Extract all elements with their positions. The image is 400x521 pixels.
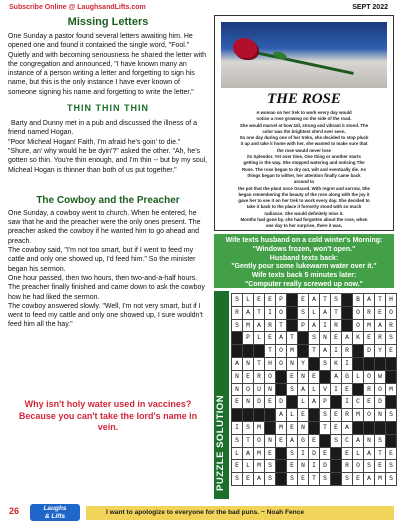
thin-paragraph-1: Barty and Dunny met in a pub and discussed the illness of a friend named Hogan.	[8, 120, 197, 137]
crossword-row	[232, 448, 397, 461]
crossword-row	[232, 307, 397, 320]
crossword-cell: I	[265, 307, 276, 320]
crossword-cell: L	[353, 371, 364, 384]
wife-text-line: "Windows frozen, won't open."	[252, 245, 356, 253]
crossword-cell: E	[265, 332, 276, 345]
cowboy-paragraph-3: One hour passed, then two hours, then two-and-a-half hours. The preacher finally finished and came down to ask the cowboy how he had liked the sermon.	[8, 274, 205, 301]
crossword-cell: E	[342, 448, 353, 461]
crossword-cell: N	[364, 435, 375, 448]
crossword-row	[232, 396, 397, 409]
crossword-cell: I	[342, 358, 353, 371]
crossword-black-cell	[254, 345, 265, 358]
crossword-cell: T	[309, 473, 320, 486]
crossword-cell: E	[287, 422, 298, 435]
crossword-black-cell	[386, 422, 397, 435]
rose-flower-icon	[233, 38, 257, 58]
crossword-row	[232, 422, 397, 435]
crossword-cell: L	[353, 448, 364, 461]
crossword-cell: E	[309, 371, 320, 384]
rose-line: getting in the way. She stopped watering and noticing The	[243, 160, 365, 166]
crossword-cell: R	[342, 460, 353, 473]
crossword-cell: I	[342, 396, 353, 409]
crossword-cell: T	[254, 307, 265, 320]
crossword-cell: N	[243, 358, 254, 371]
crossword-cell: E	[342, 384, 353, 397]
crossword-black-cell	[309, 422, 320, 435]
rose-line: the pot that the plant once Graced. With regret and sorrow, She	[237, 185, 371, 191]
crossword-cell: O	[353, 307, 364, 320]
cowboy-paragraph-1: One Sunday, a cowboy went to church. When he entered, he saw that he and the preacher were the only ones present. The preacher asked the cowboy if he wanted him to go ahead and preach.	[8, 209, 201, 245]
crossword-cell: S	[309, 332, 320, 345]
crossword-cell: T	[254, 358, 265, 371]
crossword-cell: S	[265, 460, 276, 473]
rose-image	[221, 22, 387, 88]
rose-title: THE ROSE	[267, 91, 341, 107]
crossword-black-cell	[331, 448, 342, 461]
crossword-cell: S	[232, 473, 243, 486]
crossword-cell: M	[276, 422, 287, 435]
missing-letters-paragraph-2: Quietly and with becoming seriousness he shared the letter with the congregation and announced, "I have known many an instance of a person writing a letter and forgetting to sign his name, but this is the only instance I have ever known of someone signing his name and forgetting to write the letter."	[8, 51, 207, 96]
crossword-cell: A	[243, 307, 254, 320]
crossword-cell: A	[287, 435, 298, 448]
crossword-cell: R	[342, 409, 353, 422]
wife-texts-box	[214, 234, 394, 288]
crossword-row	[232, 435, 397, 448]
crossword-cell: S	[232, 320, 243, 333]
rose-line: around to	[293, 179, 315, 185]
crossword-black-cell	[254, 409, 265, 422]
crossword-cell: D	[309, 448, 320, 461]
crossword-cell: E	[232, 396, 243, 409]
holy-water-joke: Why isn't holy water used in vaccines? Because you can't take the lord's name in vein.	[18, 399, 198, 432]
crossword-cell: E	[232, 460, 243, 473]
crossword-black-cell	[342, 294, 353, 307]
rose-line: things began to wither, her attention finally came back	[247, 172, 361, 178]
crossword-cell: E	[364, 332, 375, 345]
crossword-black-cell	[364, 422, 375, 435]
crossword-cell: T	[375, 448, 386, 461]
crossword-black-cell	[265, 409, 276, 422]
crossword-row	[232, 320, 397, 333]
rose-line: take it back to the place it formerly stood with so much	[246, 204, 362, 210]
crossword-cell: R	[232, 307, 243, 320]
crossword-cell: E	[386, 448, 397, 461]
crossword-cell: A	[309, 320, 320, 333]
crossword-cell: E	[243, 473, 254, 486]
crossword-cell: L	[232, 448, 243, 461]
crossword-cell: E	[331, 332, 342, 345]
crossword-black-cell	[276, 473, 287, 486]
crossword-cell: N	[298, 371, 309, 384]
puzzle-label-bar	[214, 291, 229, 499]
crossword-cell: G	[298, 435, 309, 448]
crossword-cell: S	[287, 384, 298, 397]
crossword-cell: C	[342, 435, 353, 448]
rose-line: Rose. The rose began to dry out, wilt and eventually die. As	[241, 166, 367, 172]
crossword-cell: S	[298, 307, 309, 320]
crossword-cell: P	[276, 294, 287, 307]
crossword-cell: A	[254, 473, 265, 486]
crossword-cell: R	[254, 371, 265, 384]
crossword-black-cell	[276, 371, 287, 384]
logo-text	[30, 505, 80, 520]
wife-text-line: Wife texts back 5 minutes later:	[251, 272, 357, 280]
crossword-black-cell	[364, 358, 375, 371]
crossword-cell: N	[232, 384, 243, 397]
puzzle-solution	[214, 291, 394, 499]
crossword-cell: S	[287, 473, 298, 486]
crossword-cell: S	[364, 460, 375, 473]
crossword-black-cell	[375, 358, 386, 371]
crossword-cell: O	[375, 384, 386, 397]
crossword-black-cell	[353, 345, 364, 358]
crossword-cell: E	[298, 409, 309, 422]
crossword-cell: N	[375, 409, 386, 422]
crossword-cell: E	[298, 473, 309, 486]
crossword-black-cell	[276, 448, 287, 461]
left-column	[8, 14, 208, 330]
crossword-cell: A	[364, 473, 375, 486]
rose-line: A woman on her trek to work every day would	[256, 110, 352, 115]
crossword-cell: A	[309, 396, 320, 409]
crossword-black-cell	[276, 460, 287, 473]
crossword-cell: S	[375, 435, 386, 448]
crossword-cell: I	[232, 422, 243, 435]
crossword-black-cell	[243, 345, 254, 358]
crossword-cell: E	[287, 460, 298, 473]
missing-letters-paragraph-1: One Sunday a pastor found several letters awaiting him. He opened one and found it contained the single word, "Fool."	[8, 33, 193, 50]
crossword-black-cell	[375, 422, 386, 435]
thin-paragraph-2: "Poor Micheal Hogan! Faith, I'm afraid he's goin' to die."	[8, 138, 181, 146]
crossword-row	[232, 371, 397, 384]
footer	[0, 504, 400, 521]
crossword-cell: E	[276, 435, 287, 448]
crossword-cell: A	[276, 332, 287, 345]
crossword-cell: E	[331, 409, 342, 422]
crossword-black-cell	[287, 320, 298, 333]
rose-line: its Splendor. Yet over time, One thing or another starts	[247, 154, 361, 160]
rose-stem-shape	[241, 48, 354, 75]
crossword-cell: A	[331, 371, 342, 384]
crossword-black-cell	[320, 435, 331, 448]
crossword-cell: L	[243, 294, 254, 307]
crossword-row	[232, 332, 397, 345]
crossword-black-cell	[309, 358, 320, 371]
crossword-cell: E	[287, 371, 298, 384]
crossword-black-cell	[320, 371, 331, 384]
crossword-cell: E	[298, 294, 309, 307]
crossword-cell: R	[364, 307, 375, 320]
crossword-row	[232, 294, 397, 307]
crossword-cell: I	[320, 320, 331, 333]
crossword-cell: N	[243, 396, 254, 409]
crossword-cell: M	[353, 409, 364, 422]
crossword-black-cell	[386, 435, 397, 448]
wife-text-line: "Gently pour some lukewarm water over it."	[231, 263, 377, 271]
crossword-cell: R	[342, 345, 353, 358]
crossword-row	[232, 345, 397, 358]
crossword-cell: L	[243, 460, 254, 473]
crossword-cell: M	[243, 320, 254, 333]
crossword-cell: S	[320, 358, 331, 371]
crossword-row	[232, 358, 397, 371]
crossword-cell: M	[254, 460, 265, 473]
crossword-black-cell	[298, 332, 309, 345]
crossword-cell: L	[309, 384, 320, 397]
crossword-cell: T	[265, 345, 276, 358]
crossword-black-cell	[353, 384, 364, 397]
rose-poem	[221, 110, 387, 231]
crossword-cell: O	[353, 460, 364, 473]
crossword-cell: A	[320, 345, 331, 358]
crossword-cell: S	[331, 294, 342, 307]
crossword-cell: N	[287, 358, 298, 371]
rose-line: gave her to see it on her trek to work every day. She decided to	[238, 198, 370, 204]
crossword-cell: D	[375, 396, 386, 409]
crossword-cell: O	[364, 409, 375, 422]
crossword-cell: E	[265, 396, 276, 409]
crossword-cell: S	[320, 409, 331, 422]
crossword-cell: O	[364, 371, 375, 384]
crossword-cell: T	[331, 307, 342, 320]
rose-line: it up and take it home with her, she wanted to make sure that	[240, 141, 368, 147]
rose-line: Months had gone by. she had forgotten about the rose, when	[240, 217, 368, 223]
crossword-grid	[231, 293, 397, 486]
crossword-cell: L	[298, 396, 309, 409]
crossword-cell: E	[375, 307, 386, 320]
crossword-cell: I	[331, 384, 342, 397]
crossword-black-cell	[309, 409, 320, 422]
crossword-cell: S	[232, 294, 243, 307]
crossword-cell: G	[342, 371, 353, 384]
crossword-cell: A	[298, 384, 309, 397]
cowboy-paragraph-4: The cowboy answered slowly. "Well, I'm not very smart, but if I went to feed my cattle and only one showed up, I sure wouldn't feed him all the hay."	[8, 302, 203, 329]
crossword-cell: I	[298, 448, 309, 461]
crossword-cell: A	[353, 435, 364, 448]
crossword-cell: A	[232, 358, 243, 371]
crossword-cell: A	[276, 409, 287, 422]
crossword-black-cell	[287, 294, 298, 307]
crossword-black-cell	[342, 320, 353, 333]
crossword-cell: R	[331, 320, 342, 333]
crossword-cell: S	[243, 422, 254, 435]
crossword-cell: A	[375, 320, 386, 333]
crossword-cell: T	[320, 422, 331, 435]
crossword-cell: S	[232, 435, 243, 448]
crossword-cell: S	[265, 473, 276, 486]
crossword-cell: T	[320, 294, 331, 307]
crossword-cell: A	[320, 307, 331, 320]
crossword-cell: N	[320, 332, 331, 345]
crossword-cell: L	[309, 307, 320, 320]
crossword-cell: I	[309, 460, 320, 473]
crossword-cell: W	[375, 371, 386, 384]
crossword-cell: O	[276, 307, 287, 320]
rose-line: began remembering the beauty of the rose along with the joy it	[238, 191, 370, 197]
crossword-cell: S	[386, 460, 397, 473]
crossword-cell: M	[254, 422, 265, 435]
crossword-cell: M	[375, 473, 386, 486]
rose-line: notice a rose growing on the side of the road.	[256, 116, 352, 122]
crossword-cell: E	[364, 396, 375, 409]
crossword-cell: D	[254, 396, 265, 409]
crossword-row	[232, 473, 397, 486]
crossword-cell: L	[254, 332, 265, 345]
page-number: 26	[9, 506, 20, 516]
crossword-cell: L	[287, 409, 298, 422]
crossword-black-cell	[353, 422, 364, 435]
crossword-cell: E	[265, 294, 276, 307]
crossword-row	[232, 460, 397, 473]
crossword-black-cell	[331, 460, 342, 473]
crossword-cell: O	[254, 435, 265, 448]
crossword-cell: S	[320, 473, 331, 486]
crossword-cell: O	[276, 345, 287, 358]
crossword-cell: N	[298, 460, 309, 473]
crossword-cell: U	[254, 384, 265, 397]
crossword-cell: H	[386, 294, 397, 307]
crossword-black-cell	[232, 345, 243, 358]
crossword-cell: Y	[298, 358, 309, 371]
thin-title: THIN THIN THIN	[67, 103, 149, 114]
crossword-cell: A	[364, 448, 375, 461]
crossword-cell: E	[353, 473, 364, 486]
crossword-cell: A	[243, 448, 254, 461]
crossword-cell: E	[320, 448, 331, 461]
crossword-cell: D	[364, 345, 375, 358]
crossword-cell: O	[243, 384, 254, 397]
crossword-cell: A	[342, 422, 353, 435]
crossword-cell: V	[320, 384, 331, 397]
crossword-cell: E	[375, 460, 386, 473]
crossword-black-cell	[331, 473, 342, 486]
crossword-cell: O	[265, 371, 276, 384]
crossword-cell: P	[243, 332, 254, 345]
crossword-cell: Y	[375, 345, 386, 358]
wife-text-line: "Computer really screwed up now."	[244, 280, 363, 288]
crossword-cell: C	[353, 396, 364, 409]
crossword-black-cell	[287, 396, 298, 409]
crossword-cell: R	[265, 320, 276, 333]
crossword-cell: P	[320, 396, 331, 409]
crossword-cell: M	[254, 448, 265, 461]
crossword-cell: T	[375, 294, 386, 307]
crossword-cell: K	[353, 332, 364, 345]
crossword-cell: M	[386, 384, 397, 397]
crossword-black-cell	[232, 409, 243, 422]
crossword-black-cell	[276, 384, 287, 397]
crossword-cell: E	[309, 435, 320, 448]
rose-line: radiance. She would definitely miss it.	[264, 210, 344, 216]
crossword-black-cell	[232, 332, 243, 345]
crossword-black-cell	[386, 396, 397, 409]
crossword-row	[232, 409, 397, 422]
crossword-black-cell	[243, 409, 254, 422]
logo-line-1: Laughs	[43, 505, 67, 512]
crossword-cell: D	[320, 460, 331, 473]
wife-text-line: Wife texts husband on a cold winter's Morning:	[225, 237, 383, 244]
crossword-cell: R	[386, 320, 397, 333]
crossword-black-cell	[353, 358, 364, 371]
crossword-cell: N	[265, 384, 276, 397]
crossword-cell: S	[386, 473, 397, 486]
wife-text-line: Husband texts back:	[269, 254, 339, 262]
crossword-cell: E	[243, 371, 254, 384]
crossword-black-cell	[386, 358, 397, 371]
rose-line: So one day during one of her treks, she decided to stop pluck	[239, 135, 369, 141]
crossword-cell: D	[276, 396, 287, 409]
crossword-cell: S	[331, 435, 342, 448]
crossword-cell: T	[309, 345, 320, 358]
cowboy-title: The Cowboy and the Preacher	[36, 194, 180, 206]
crossword-cell: E	[265, 448, 276, 461]
crossword-cell: M	[364, 320, 375, 333]
crossword-black-cell	[386, 371, 397, 384]
crossword-black-cell	[265, 422, 276, 435]
crossword-black-cell	[298, 345, 309, 358]
crossword-cell: A	[342, 332, 353, 345]
rose-line: She would marvel at how tall, strong and vibrant it stood. The	[239, 122, 369, 128]
crossword-cell: A	[309, 294, 320, 307]
footer-quote: I want to apologize to everyone for the bad puns. ~ Noah Fence	[86, 506, 394, 520]
rose-line: color was the brightest she'd ever seen.	[262, 128, 346, 134]
crossword-cell: M	[287, 345, 298, 358]
crossword-cell: T	[243, 435, 254, 448]
crossword-cell: H	[265, 358, 276, 371]
crossword-cell: T	[276, 320, 287, 333]
rose-line: the rose would never lose	[277, 147, 331, 153]
crossword-cell: E	[386, 345, 397, 358]
issue-date: SEPT 2022	[352, 4, 388, 11]
puzzle-label: PUZZLE SOLUTION	[215, 394, 226, 491]
crossword-cell: R	[375, 332, 386, 345]
crossword-row	[232, 384, 397, 397]
crossword-cell: N	[298, 422, 309, 435]
crossword-cell: E	[254, 294, 265, 307]
crossword-cell: I	[331, 345, 342, 358]
subscribe-link[interactable]: Subscribe Online @ LaughsandLifts.com	[9, 4, 146, 11]
laughs-and-lifts-logo	[30, 504, 80, 521]
rose-story-box	[214, 15, 394, 231]
crossword-black-cell	[342, 307, 353, 320]
crossword-cell: O	[353, 320, 364, 333]
logo-line-2: & Lifts	[44, 512, 66, 520]
crossword-black-cell	[331, 396, 342, 409]
cowboy-paragraph-2: The cowboy said, "I'm not too smart, but if I went to feed my cattle and only one showed up, I'd feed him." So the minister began his sermon.	[8, 247, 196, 273]
crossword-cell: P	[298, 320, 309, 333]
missing-letters-title: Missing Letters	[67, 16, 149, 28]
crossword-cell: O	[276, 358, 287, 371]
rose-line: one day to her surprise, there it was,	[265, 223, 343, 229]
crossword-cell: B	[353, 294, 364, 307]
crossword-cell: S	[287, 448, 298, 461]
crossword-cell: A	[364, 294, 375, 307]
crossword-cell: O	[386, 307, 397, 320]
crossword-cell: N	[265, 435, 276, 448]
crossword-cell: R	[364, 384, 375, 397]
thin-paragraph-3: "Shure, an' why would he be dyin'?" asked the other. "Ah, he's gotten so thin. You're thin enough, and I'm thin -- but by my soul, Micheal Hogan is thinner than both of us put together."	[8, 147, 208, 174]
crossword-cell: E	[331, 422, 342, 435]
crossword-black-cell	[287, 307, 298, 320]
crossword-cell: N	[232, 371, 243, 384]
crossword-cell: S	[386, 409, 397, 422]
crossword-cell: S	[386, 332, 397, 345]
crossword-cell: S	[342, 473, 353, 486]
crossword-cell: K	[331, 358, 342, 371]
crossword-cell: T	[287, 332, 298, 345]
crossword-cell: A	[254, 320, 265, 333]
